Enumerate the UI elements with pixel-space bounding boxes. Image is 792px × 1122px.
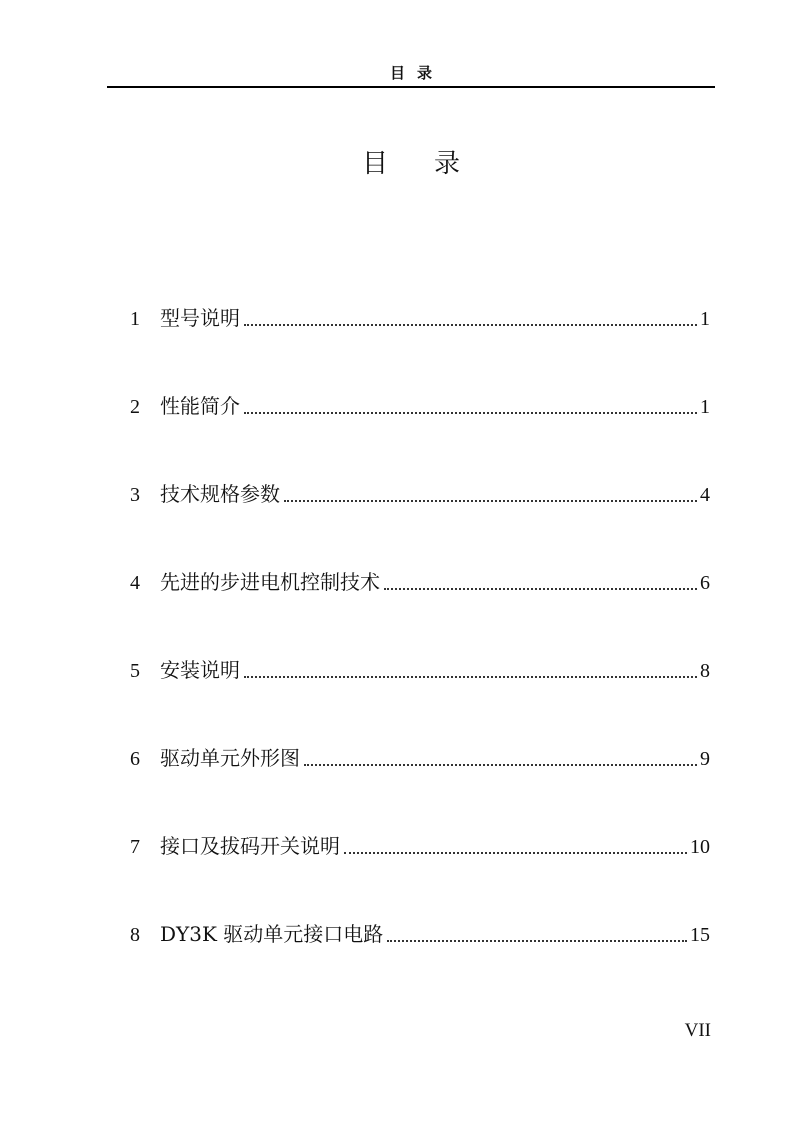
toc-entry-number: 6 bbox=[130, 748, 140, 770]
toc-dot-leader bbox=[384, 586, 697, 590]
toc-entry[interactable] bbox=[130, 567, 710, 597]
toc-entry-title: 接口及拔码开关说明 bbox=[160, 834, 340, 858]
toc-entry-page: 1 bbox=[700, 396, 710, 418]
toc-dot-leader bbox=[387, 938, 687, 942]
toc-entry-page: 8 bbox=[700, 660, 710, 682]
table-of-contents bbox=[130, 303, 710, 1007]
toc-dot-leader bbox=[344, 850, 687, 854]
page-number: VII bbox=[684, 1020, 711, 1041]
page-title: 目录 bbox=[361, 149, 506, 179]
toc-entry-number: 3 bbox=[130, 484, 140, 506]
toc-entry-title: 技术规格参数 bbox=[160, 482, 280, 506]
toc-entry[interactable] bbox=[130, 479, 710, 509]
toc-dot-leader bbox=[304, 762, 697, 766]
toc-dot-leader bbox=[244, 410, 697, 414]
toc-dot-leader bbox=[244, 322, 697, 326]
toc-entry-number: 4 bbox=[130, 572, 140, 594]
running-header: 目录 bbox=[389, 64, 444, 82]
toc-entry-page: 4 bbox=[700, 484, 710, 506]
toc-entry-page: 6 bbox=[700, 572, 710, 594]
toc-entry-page: 1 bbox=[700, 308, 710, 330]
toc-dot-leader bbox=[244, 674, 697, 678]
toc-entry-title: 型号说明 bbox=[160, 306, 240, 330]
toc-entry-page: 10 bbox=[690, 836, 710, 858]
toc-entry-page: 15 bbox=[690, 924, 710, 946]
toc-entry-title: 驱动单元外形图 bbox=[160, 746, 300, 770]
toc-entry[interactable] bbox=[130, 391, 710, 421]
toc-entry[interactable] bbox=[130, 303, 710, 333]
toc-dot-leader bbox=[284, 498, 697, 502]
toc-entry[interactable] bbox=[130, 655, 710, 685]
toc-entry-number: 7 bbox=[130, 836, 140, 858]
toc-entry[interactable] bbox=[130, 743, 710, 773]
toc-entry-number: 8 bbox=[130, 924, 140, 946]
toc-entry[interactable] bbox=[130, 919, 710, 949]
toc-entry[interactable] bbox=[130, 831, 710, 861]
toc-entry-number: 2 bbox=[130, 396, 140, 418]
toc-entry-title: DY3K 驱动单元接口电路 bbox=[160, 922, 384, 946]
toc-entry-page: 9 bbox=[700, 748, 710, 770]
toc-entry-number: 5 bbox=[130, 660, 140, 682]
header-rule bbox=[107, 86, 715, 88]
toc-entry-title: 先进的步进电机控制技术 bbox=[160, 570, 380, 594]
toc-entry-title: 性能简介 bbox=[160, 394, 240, 418]
toc-entry-number: 1 bbox=[130, 308, 140, 330]
toc-entry-title: 安装说明 bbox=[160, 658, 240, 682]
